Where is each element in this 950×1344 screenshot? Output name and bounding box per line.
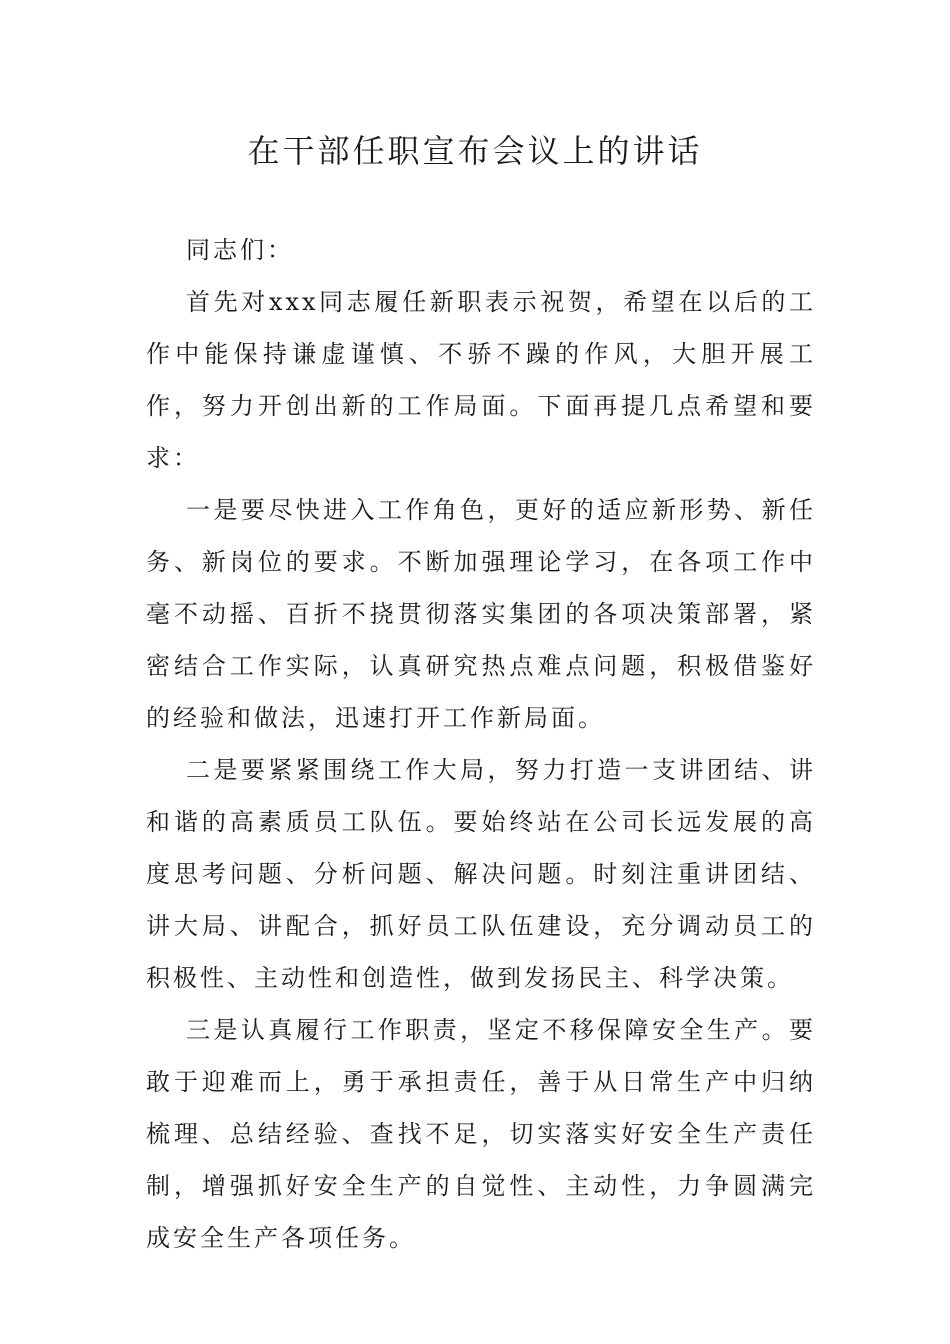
paragraph-point-two: 二是要紧紧围绕工作大局，努力打造一支讲团结、讲和谐的高素质员工队伍。要始终站在公司长远发展的高度思考问题、分析问题、解决问题。时刻注重讲团结、讲大局、讲配合，抓好员工队伍建设，充分调动员工的积极性、主动性和创造性，做到发扬民主、科学决策。 xyxy=(146,756,816,992)
paragraph-intro: 首先对xxx同志履任新职表示祝贺，希望在以后的工作中能保持谦虚谨慎、不骄不躁的作风，大胆开展工作，努力开创出新的工作局面。下面再提几点希望和要求： xyxy=(146,288,816,472)
document-body xyxy=(146,224,816,1264)
salutation: 同志们： xyxy=(186,236,294,264)
document-title: 在干部任职宣布会议上的讲话 xyxy=(247,132,703,170)
paragraph-point-three: 三是认真履行工作职责，坚定不移保障安全生产。要敢于迎难而上，勇于承担责任，善于从日常生产中归纳梳理、总结经验、查找不足，切实落实好安全生产责任制，增强抓好安全生产的自觉性、主动性，力争圆满完成安全生产各项任务。 xyxy=(146,1016,816,1252)
paragraph-point-one: 一是要尽快进入工作角色，更好的适应新形势、新任务、新岗位的要求。不断加强理论学习，在各项工作中毫不动摇、百折不挠贯彻落实集团的各项决策部署，紧密结合工作实际，认真研究热点难点问题，积极借鉴好的经验和做法，迅速打开工作新局面。 xyxy=(146,496,816,732)
